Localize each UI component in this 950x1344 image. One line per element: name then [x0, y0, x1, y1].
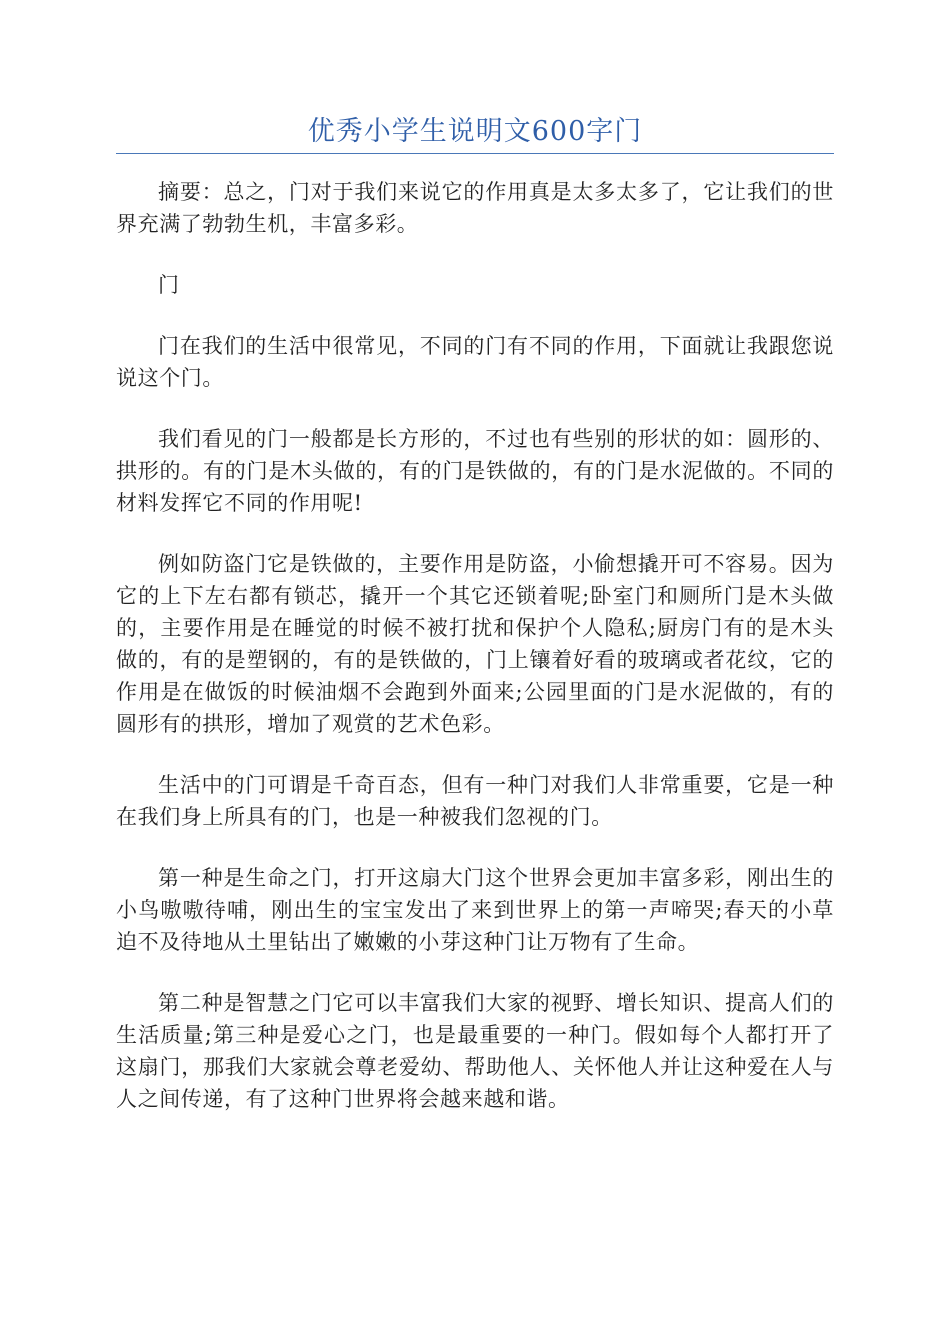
paragraph-shapes: 我们看见的门一般都是长方形的，不过也有些别的形状的如：圆形的、拱形的。有的门是木头做的，有的门是铁做的，有的门是水泥做的。不同的材料发挥它不同的作用呢!: [116, 427, 834, 515]
paragraph-examples: 例如防盗门它是铁做的，主要作用是防盗，小偷想撬开可不容易。因为它的上下左右都有锁芯，撬开一个其它还锁着呢;卧室门和厕所门是木头做的，主要作用是在睡觉的时候不被打扰和保护个人隐私;厨房门有的是木头做的，有的是塑钢的，有的是铁做的，门上镶着好看的玻璃或者花纹，它的作用是在做饭的时候油烟不会跑到外面来;公园里面的门是水泥做的，有的圆形有的拱形，增加了观赏的艺术色彩。: [116, 552, 834, 736]
paragraph-wisdom-and-love: 第二种是智慧之门它可以丰富我们大家的视野、增长知识、提高人们的生活质量;第三种是爱心之门，也是最重要的一种门。假如每个人都打开了这扇门，那我们大家就会尊老爱幼、帮助他人、关怀他人并让这种爱在人与人之间传递，有了这种门世界将会越来越和谐。: [116, 991, 834, 1111]
paragraph-abstract: 摘要：总之，门对于我们来说它的作用真是太多太多了，它让我们的世界充满了勃勃生机，丰富多彩。: [116, 180, 834, 236]
paragraph-heading: 门: [158, 273, 180, 297]
paragraph-important-door: 生活中的门可谓是千奇百态，但有一种门对我们人非常重要，它是一种在我们身上所具有的门，也是一种被我们忽视的门。: [116, 773, 834, 829]
paragraph-door-of-life: 第一种是生命之门，打开这扇大门这个世界会更加丰富多彩，刚出生的小鸟嗷嗷待哺，刚出生的宝宝发出了来到世界上的第一声啼哭;春天的小草迫不及待地从土里钻出了嫩嫩的小芽这种门让万物有了生命。: [116, 866, 834, 954]
paragraph-intro: 门在我们的生活中很常见，不同的门有不同的作用，下面就让我跟您说说这个门。: [116, 334, 834, 390]
document-body: [116, 176, 834, 1144]
document-title: 优秀小学生说明文600字门: [307, 116, 643, 147]
title-underline: [116, 153, 834, 154]
